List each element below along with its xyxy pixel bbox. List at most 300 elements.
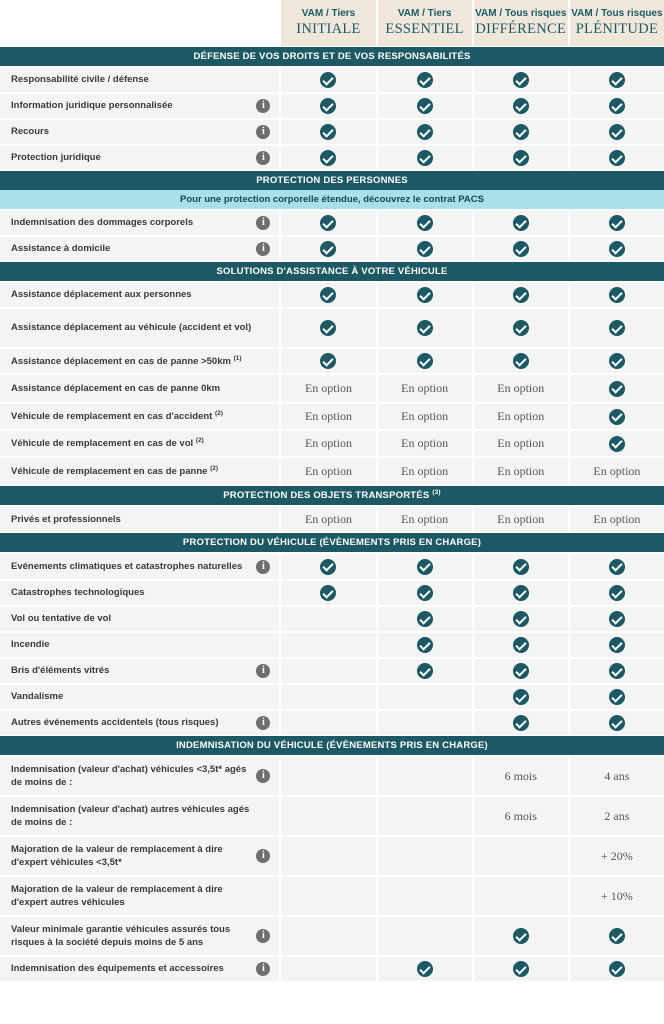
section-title-text: PROTECTION DES OBJETS TRANSPORTÉS: [223, 490, 430, 502]
plan-cell: [279, 209, 375, 235]
plan-cell: [279, 795, 375, 835]
plan-cell: [472, 835, 568, 875]
plan-cell: [376, 657, 472, 683]
table-row: [0, 209, 664, 235]
table-row: [0, 835, 664, 875]
plan-cell: [376, 402, 472, 429]
plan-cell: [472, 915, 568, 955]
section-title: [0, 170, 664, 190]
plan-cell: [568, 915, 664, 955]
row-label-text: Responsabilité civile / défense: [11, 74, 149, 86]
table-row: [0, 307, 664, 347]
info-icon[interactable]: i: [256, 929, 270, 943]
plan-cell: [279, 402, 375, 429]
section-title: [0, 485, 664, 505]
plan-cell: [279, 456, 375, 485]
check-icon: [609, 559, 625, 575]
row-label: [0, 307, 279, 347]
plan-cell: [472, 683, 568, 709]
plan-cell: [279, 605, 375, 631]
cell-value: 2 ans: [604, 808, 630, 823]
check-icon: [417, 353, 433, 369]
check-icon: [513, 559, 529, 575]
info-icon[interactable]: i: [256, 216, 270, 230]
section-header: [0, 485, 664, 505]
plan-cell: [279, 657, 375, 683]
plan-cell: [568, 235, 664, 261]
row-label-text: Assistance à domicile: [11, 243, 111, 255]
info-icon[interactable]: i: [256, 769, 270, 783]
plan-cell: [472, 281, 568, 307]
check-icon: [513, 287, 529, 303]
section-note: [0, 190, 664, 209]
info-icon[interactable]: i: [256, 125, 270, 139]
info-icon[interactable]: i: [256, 151, 270, 165]
row-label-text: Protection juridique: [11, 152, 101, 164]
row-label-text: Indemnisation des dommages corporels: [11, 217, 194, 229]
check-icon: [609, 353, 625, 369]
check-icon: [417, 124, 433, 140]
cell-value: En option: [401, 464, 449, 478]
check-icon: [609, 215, 625, 231]
check-icon: [513, 928, 529, 944]
plan-cell: [472, 66, 568, 92]
info-icon[interactable]: i: [256, 99, 270, 113]
check-icon: [513, 637, 529, 653]
section-header: [0, 46, 664, 66]
row-label-text: Assistance déplacement au véhicule (accident et vol): [11, 322, 252, 334]
footnote-ref: (2): [195, 437, 204, 445]
row-label-text: Véhicule de remplacement en cas de vol: [11, 438, 194, 450]
plan-cell: [376, 709, 472, 735]
plan-cell: [279, 235, 375, 261]
plan-cell: [568, 709, 664, 735]
check-icon: [609, 320, 625, 336]
check-icon: [320, 72, 336, 88]
row-label-text: Assistance déplacement en cas de panne >50km: [11, 355, 231, 367]
plan-cell: [376, 347, 472, 373]
plan-cell: [376, 235, 472, 261]
plan-cell: [472, 605, 568, 631]
cell-value: En option: [593, 512, 641, 526]
section-title-text: SOLUTIONS D'ASSISTANCE À VOTRE VÉHICULE: [216, 266, 448, 277]
plan-cell: [568, 875, 664, 915]
plan-header-essentiel: [376, 0, 472, 46]
plan-cell: [472, 631, 568, 657]
plan-cell: [376, 605, 472, 631]
check-icon: [417, 961, 433, 977]
check-icon: [417, 241, 433, 257]
row-label-text: Privés et professionnels: [11, 513, 121, 525]
row-label-text: Véhicule de remplacement en cas d'accident: [11, 411, 213, 423]
info-icon[interactable]: i: [256, 242, 270, 256]
plan-subtitle: VAM / Tous risques: [571, 7, 663, 19]
row-label-text: Valeur minimale garantie véhicules assurés tous risques à la société depuis moins de 5 ans: [11, 923, 231, 948]
table-row: [0, 347, 664, 373]
plan-cell: [568, 505, 664, 532]
plan-cell: [279, 66, 375, 92]
row-label-text: Vandalisme: [11, 691, 64, 703]
row-label: [0, 552, 279, 579]
plan-cell: [279, 429, 375, 456]
cell-value: En option: [304, 409, 352, 423]
check-icon: [320, 353, 336, 369]
row-label: [0, 915, 279, 955]
check-icon: [417, 320, 433, 336]
row-label: [0, 118, 279, 144]
header-spacer: [0, 0, 279, 46]
cell-value: En option: [497, 512, 545, 526]
plan-cell: [376, 835, 472, 875]
plan-cell: [279, 281, 375, 307]
plan-cell: [376, 915, 472, 955]
plan-cell: [472, 429, 568, 456]
row-label: [0, 709, 279, 735]
table-row: [0, 795, 664, 835]
footnote-ref: (1): [233, 354, 242, 362]
plan-cell: [472, 347, 568, 373]
plan-cell: [279, 307, 375, 347]
table-row: [0, 709, 664, 735]
plan-cell: [279, 144, 375, 170]
row-label: [0, 92, 279, 118]
plan-cell: [568, 92, 664, 118]
check-icon: [513, 124, 529, 140]
plan-cell: [376, 144, 472, 170]
note-text: [0, 190, 664, 209]
check-icon: [417, 585, 433, 601]
check-icon: [609, 961, 625, 977]
plan-cell: [472, 755, 568, 795]
plan-cell: [568, 281, 664, 307]
plan-cell: [376, 373, 472, 402]
row-label: [0, 683, 279, 709]
plan-cell: [568, 429, 664, 456]
plan-cell: [472, 579, 568, 605]
plan-cell: [376, 579, 472, 605]
plan-cell: [472, 456, 568, 485]
row-label: [0, 235, 279, 261]
row-label: [0, 657, 279, 683]
section-title-text: INDEMNISATION DU VÉHICULE (ÉVÈNEMENTS PRIS EN CHARGE): [176, 740, 488, 751]
plan-cell: [568, 118, 664, 144]
section-title: [0, 735, 664, 755]
check-icon: [513, 241, 529, 257]
table-row: [0, 118, 664, 144]
section-title-text: DÉFENSE DE VOS DROITS ET DE VOS RESPONSABILITÉS: [193, 51, 471, 62]
row-label: [0, 402, 279, 429]
plan-cell: [279, 505, 375, 532]
plan-cell: [568, 657, 664, 683]
plan-cell: [472, 235, 568, 261]
plan-cell: [472, 402, 568, 429]
plan-cell: [568, 795, 664, 835]
plan-cell: [279, 955, 375, 981]
check-icon: [320, 585, 336, 601]
plan-cell: [279, 552, 375, 579]
plan-cell: [376, 795, 472, 835]
row-label-text: Information juridique personnalisée: [11, 100, 173, 112]
plan-cell: [472, 92, 568, 118]
plan-cell: [472, 505, 568, 532]
row-label: [0, 605, 279, 631]
cell-value: En option: [497, 436, 545, 450]
row-label: [0, 66, 279, 92]
row-label-text: Vol ou tentative de vol: [11, 613, 112, 625]
row-label-text: Incendie: [11, 639, 50, 651]
row-label-text: Autres événements accidentels (tous risques): [11, 717, 219, 729]
check-icon: [320, 287, 336, 303]
row-label-text: Bris d'éléments vitrés: [11, 665, 110, 677]
plan-cell: [279, 631, 375, 657]
plan-cell: [279, 875, 375, 915]
plan-cell: [472, 795, 568, 835]
plan-cell: [376, 631, 472, 657]
check-icon: [513, 150, 529, 166]
plan-name: PLÉNITUDE: [575, 21, 659, 38]
row-label-text: Indemnisation des équipements et accessoires: [11, 963, 224, 975]
check-icon: [513, 663, 529, 679]
table-row: [0, 605, 664, 631]
row-label: [0, 835, 279, 875]
row-label: [0, 144, 279, 170]
plan-cell: [279, 915, 375, 955]
row-label: [0, 347, 279, 373]
table-row: [0, 456, 664, 485]
check-icon: [320, 320, 336, 336]
check-icon: [417, 98, 433, 114]
table-row: [0, 631, 664, 657]
plan-cell: [568, 209, 664, 235]
row-label-text: Assistance déplacement aux personnes: [11, 289, 192, 301]
plan-cell: [376, 505, 472, 532]
plan-cell: [279, 835, 375, 875]
check-icon: [320, 98, 336, 114]
info-icon[interactable]: i: [256, 664, 270, 678]
cell-value: En option: [304, 436, 352, 450]
section-header: [0, 532, 664, 552]
table-row: [0, 875, 664, 915]
plan-cell: [568, 605, 664, 631]
check-icon: [609, 241, 625, 257]
plan-cell: [376, 955, 472, 981]
section-header: [0, 735, 664, 755]
table-row: [0, 373, 664, 402]
check-icon: [609, 611, 625, 627]
check-icon: [609, 637, 625, 653]
plan-cell: [568, 631, 664, 657]
plan-cell: [472, 709, 568, 735]
check-icon: [513, 320, 529, 336]
row-label-text: Véhicule de remplacement en cas de panne: [11, 466, 208, 478]
section-title-text: Pour une protection corporelle étendue, découvrez le contrat PACS: [180, 194, 484, 205]
check-icon: [417, 72, 433, 88]
cell-value: En option: [401, 409, 449, 423]
info-icon[interactable]: i: [256, 716, 270, 730]
check-icon: [513, 98, 529, 114]
table-row: [0, 755, 664, 795]
cell-value: En option: [401, 436, 449, 450]
check-icon: [417, 150, 433, 166]
plan-cell: [472, 955, 568, 981]
check-icon: [609, 928, 625, 944]
table-row: [0, 235, 664, 261]
cell-value: + 10%: [601, 888, 633, 903]
plan-cell: [568, 835, 664, 875]
check-icon: [320, 124, 336, 140]
plan-cell: [376, 307, 472, 347]
cell-value: En option: [497, 381, 545, 395]
row-label-text: Recours: [11, 126, 50, 138]
check-icon: [609, 689, 625, 705]
plan-cell: [568, 402, 664, 429]
cell-value: En option: [304, 512, 352, 526]
check-icon: [513, 215, 529, 231]
plan-cell: [376, 552, 472, 579]
section-title-text: PROTECTION DU VÉHICULE (ÉVÈNEMENTS PRIS EN CHARGE): [182, 537, 482, 548]
plan-cell: [376, 92, 472, 118]
row-label-text: Majoration de la valeur de remplacement à dire d'expert autres véhicules: [11, 883, 223, 908]
plan-cell: [279, 579, 375, 605]
plan-cell: [376, 66, 472, 92]
plan-cell: [376, 281, 472, 307]
plan-cell: [279, 709, 375, 735]
info-icon[interactable]: i: [256, 962, 270, 976]
plan-cell: [472, 209, 568, 235]
plan-name: ESSENTIEL: [385, 21, 464, 38]
check-icon: [513, 961, 529, 977]
row-label: [0, 281, 279, 307]
row-label: [0, 875, 279, 915]
plan-cell: [472, 875, 568, 915]
plan-cell: [376, 755, 472, 795]
check-icon: [609, 124, 625, 140]
info-icon[interactable]: i: [256, 849, 270, 863]
table-row: [0, 144, 664, 170]
section-title-text: PROTECTION DES PERSONNES: [256, 175, 408, 186]
plan-cell: [472, 118, 568, 144]
plan-cell: [279, 118, 375, 144]
plan-cell: [376, 456, 472, 485]
plan-header-plenitude: [568, 0, 664, 46]
plan-cell: [472, 144, 568, 170]
section-title: [0, 46, 664, 66]
plan-cell: [376, 209, 472, 235]
check-icon: [417, 559, 433, 575]
table-row: [0, 657, 664, 683]
plan-cell: [279, 683, 375, 709]
row-label: [0, 795, 279, 835]
row-label: [0, 955, 279, 981]
check-icon: [513, 715, 529, 731]
cell-value: En option: [401, 381, 449, 395]
plan-cell: [279, 92, 375, 118]
check-icon: [320, 215, 336, 231]
cell-value: + 20%: [601, 848, 633, 863]
cell-value: En option: [304, 381, 352, 395]
table-row: [0, 915, 664, 955]
table-row: [0, 955, 664, 981]
plan-header-initiale: [279, 0, 375, 46]
row-label: [0, 209, 279, 235]
section-title: [0, 532, 664, 552]
plan-cell: [568, 456, 664, 485]
check-icon: [609, 150, 625, 166]
cell-value: 6 mois: [504, 768, 537, 783]
footnote-ref: (2): [210, 465, 219, 473]
plan-cell: [568, 955, 664, 981]
row-label: [0, 579, 279, 605]
plan-cell: [279, 347, 375, 373]
check-icon: [417, 663, 433, 679]
plan-subtitle: VAM / Tous risques: [475, 7, 567, 19]
cell-value: En option: [304, 464, 352, 478]
row-label: [0, 631, 279, 657]
table-row: [0, 505, 664, 532]
check-icon: [609, 287, 625, 303]
check-icon: [609, 409, 625, 425]
check-icon: [609, 98, 625, 114]
plan-subtitle: VAM / Tiers: [397, 7, 452, 19]
plan-cell: [279, 755, 375, 795]
row-label: [0, 755, 279, 795]
section-header: [0, 170, 664, 190]
check-icon: [513, 353, 529, 369]
plan-name: INITIALE: [296, 21, 361, 38]
check-icon: [417, 287, 433, 303]
check-icon: [417, 611, 433, 627]
plan-header-difference: [472, 0, 568, 46]
plan-name: DIFFÉRENCE: [475, 21, 567, 38]
cell-value: En option: [593, 464, 641, 478]
plan-cell: [376, 683, 472, 709]
cell-value: En option: [401, 512, 449, 526]
check-icon: [417, 637, 433, 653]
info-icon[interactable]: i: [256, 560, 270, 574]
footnote-ref: (3): [432, 489, 441, 497]
row-label-text: Assistance déplacement en cas de panne 0km: [11, 382, 221, 394]
check-icon: [320, 241, 336, 257]
check-icon: [513, 585, 529, 601]
table-row: [0, 683, 664, 709]
plan-cell: [568, 552, 664, 579]
check-icon: [609, 381, 625, 397]
plan-cell: [568, 683, 664, 709]
cell-value: 6 mois: [504, 808, 537, 823]
plan-cell: [472, 373, 568, 402]
check-icon: [320, 559, 336, 575]
section-title: [0, 261, 664, 281]
check-icon: [513, 611, 529, 627]
table-row: [0, 429, 664, 456]
row-label: [0, 505, 279, 532]
plan-cell: [279, 373, 375, 402]
table-row: [0, 281, 664, 307]
plan-cell: [376, 118, 472, 144]
footnote-ref: (2): [214, 410, 223, 418]
check-icon: [609, 715, 625, 731]
plan-cell: [376, 429, 472, 456]
plan-header-row: [0, 0, 664, 46]
check-icon: [513, 72, 529, 88]
plan-subtitle: VAM / Tiers: [301, 7, 356, 19]
plan-cell: [568, 579, 664, 605]
table-row: [0, 402, 664, 429]
row-label-text: Majoration de la valeur de remplacement à dire d'expert véhicules <3,5t*: [11, 843, 223, 868]
row-label: [0, 456, 279, 485]
check-icon: [513, 689, 529, 705]
row-label: [0, 429, 279, 456]
